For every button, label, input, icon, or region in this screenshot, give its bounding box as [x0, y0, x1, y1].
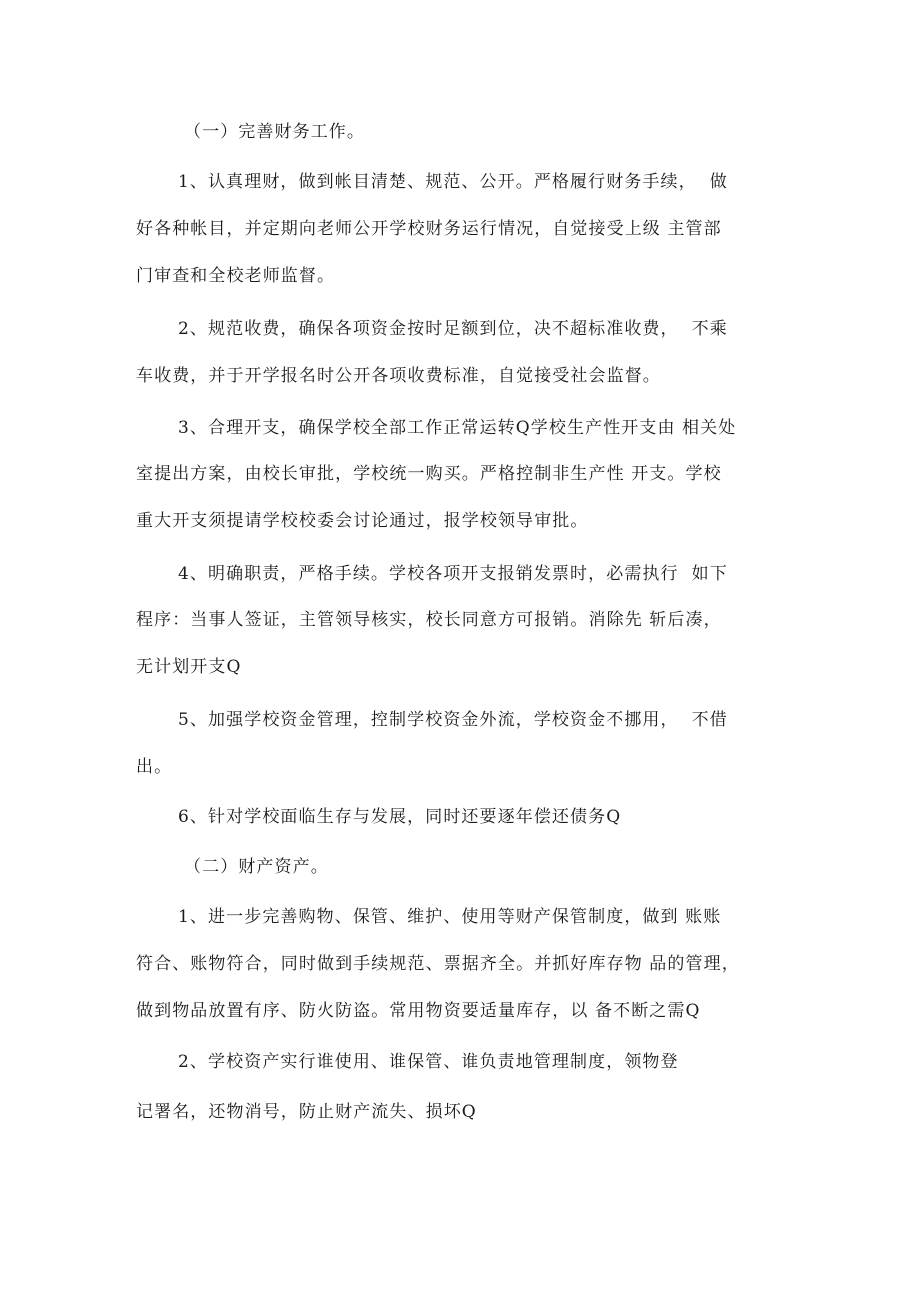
finance-item-1-line-3: 门审查和全校老师监督。 [136, 266, 336, 286]
finance-item-2-line-1: 2、规范收费，确保各项资金按时足额到位，决不超标准收费， 不乘 [178, 319, 728, 339]
finance-item-4-line-2: 程序：当事人签证，主管领导核实，校长同意方可报销。消除先 斩后凑， [136, 610, 722, 630]
finance-item-5-line-1: 5、加强学校资金管理，控制学校资金外流，学校资金不挪用， 不借 [178, 710, 728, 730]
section-heading-finance: （一）完善财务工作。 [184, 122, 365, 142]
section-heading-assets: （二）财产资产。 [184, 857, 329, 877]
assets-item-1-line-1: 1、进一步完善购物、保管、维护、使用等财产保管制度，做到 账账 [178, 907, 722, 927]
finance-item-3-line-2: 室提出方案，由校长审批，学校统一购买。严格控制非生产性 开支。学校 [136, 464, 722, 484]
finance-item-4-line-3: 无计划开支Q [136, 657, 242, 677]
finance-item-6-line-1: 6、针对学校面临生存与发展，同时还要逐年偿还债务Q [178, 807, 622, 827]
finance-item-5-line-2: 出。 [136, 757, 173, 777]
assets-item-1-line-2: 符合、账物符合，同时做到手续规范、票据齐全。并抓好库存物 品的管理， [136, 954, 740, 974]
finance-item-3-line-1: 3、合理开支，确保学校全部工作正常运转Q学校生产性开支由 相关处 [178, 418, 737, 438]
assets-item-2-line-2: 记署名，还物消号，防止财产流失、损坏Q [136, 1102, 477, 1122]
finance-item-4-line-1: 4、明确职责，严格手续。学校各项开支报销发票时，必需执行 如下 [178, 564, 728, 584]
assets-item-1-line-3: 做到物品放置有序、防火防盗。常用物资要适量库存，以 备不断之需Q [136, 1001, 701, 1021]
assets-item-2-line-1: 2、学校资产实行谁使用、谁保管、谁负责地管理制度，领物登 [178, 1052, 679, 1072]
finance-item-3-line-3: 重大开支须提请学校校委会讨论通过，报学校领导审批。 [136, 511, 589, 531]
finance-item-1-line-2: 好各种帐目，并定期向老师公开学校财务运行情况，自觉接受上级 主管部 [136, 219, 722, 239]
finance-item-1-line-1: 1、认真理财，做到帐目清楚、规范、公开。严格履行财务手续， 做 [178, 172, 728, 192]
finance-item-2-line-2: 车收费，并于开学报名时公开各项收费标准，自觉接受社会监督。 [136, 366, 661, 386]
